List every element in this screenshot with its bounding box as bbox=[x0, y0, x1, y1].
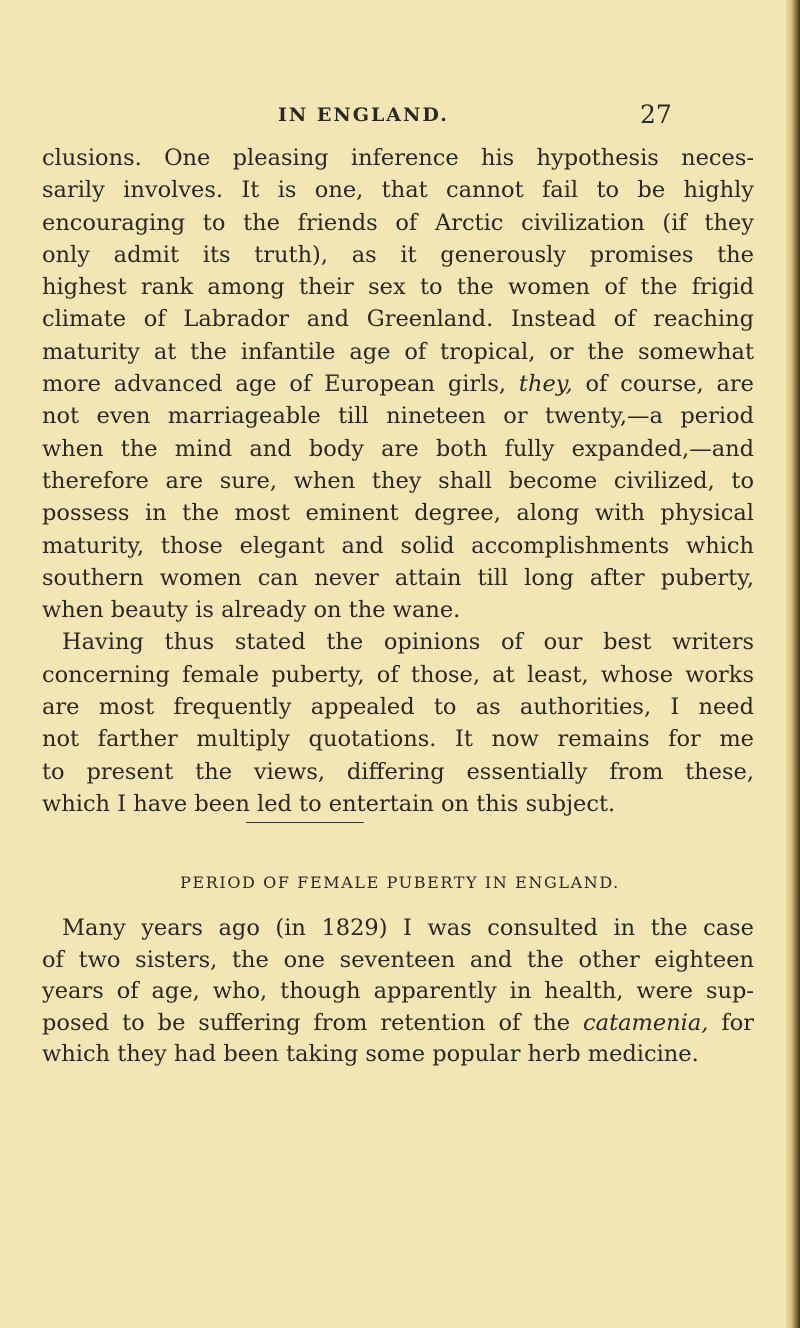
text-run: more advanced age of European girls, bbox=[42, 371, 507, 398]
text-line: are most frequently appealed to as authorities, I need bbox=[42, 694, 754, 721]
text-line: Having thus stated the opinions of our best writers bbox=[62, 629, 754, 656]
text-line: when beauty is already on the wane. bbox=[42, 597, 461, 624]
section-heading: PERIOD OF FEMALE PUBERTY IN ENGLAND. bbox=[180, 873, 620, 892]
body-text bbox=[42, 142, 754, 820]
text-line: clusions. One pleasing inference his hypothesis neces- bbox=[42, 145, 754, 171]
text-line: maturity at the infantile age of tropical, or the somewhat bbox=[42, 338, 754, 365]
text-line: sarily involves. It is one, that cannot fail to be highly bbox=[42, 177, 754, 204]
text-run: posed to be suffering from retention of the bbox=[42, 1009, 571, 1036]
text-line: of two sisters, the one seventeen and the other eighteen bbox=[42, 946, 754, 973]
text-line: therefore are sure, when they shall become civilized, to bbox=[42, 467, 754, 494]
section-divider bbox=[246, 822, 364, 823]
text-line: years of age, who, though apparently in health, were sup- bbox=[42, 978, 754, 1004]
text-line: encouraging to the friends of Arctic civilization (if they bbox=[42, 209, 754, 236]
text-line: to present the views, differing essentially from these, bbox=[42, 758, 754, 785]
text-line bbox=[42, 368, 754, 400]
text-run: of course, are bbox=[585, 371, 754, 398]
page-edge bbox=[786, 0, 800, 1328]
text-line: southern women can never attain till long after puberty, bbox=[42, 564, 754, 591]
text-line: possess in the most eminent degree, along with physical bbox=[42, 500, 754, 527]
text-line: when the mind and body are both fully expanded,—and bbox=[42, 435, 754, 462]
text-line: which I have been led to entertain on this subject. bbox=[42, 790, 616, 817]
page-number: 27 bbox=[640, 100, 672, 129]
text-line: only admit its truth), as it generously promises the bbox=[42, 241, 754, 268]
italic-word: catamenia, bbox=[583, 1009, 709, 1036]
text-line: not farther multiply quotations. It now remains for me bbox=[42, 726, 754, 753]
text-line: not even marriageable till nineteen or twenty,—a period bbox=[42, 403, 754, 430]
running-head bbox=[0, 94, 800, 134]
text-line: which they had been taking some popular herb medicine. bbox=[42, 1041, 699, 1067]
text-line: concerning female puberty, of those, at least, whose works bbox=[42, 661, 754, 688]
text-line bbox=[42, 1008, 754, 1040]
running-title: IN ENGLAND. bbox=[278, 104, 449, 126]
section-body bbox=[42, 913, 754, 1071]
italic-word: they, bbox=[518, 371, 573, 398]
text-line: highest rank among their sex to the women of the frigid bbox=[42, 274, 754, 301]
text-run: for bbox=[721, 1009, 755, 1036]
text-line: maturity, those elegant and solid accomplishments which bbox=[42, 532, 754, 559]
text-line: climate of Labrador and Greenland. Instead of reaching bbox=[42, 306, 754, 333]
text-line: Many years ago (in 1829) I was consulted in the case bbox=[62, 915, 754, 941]
